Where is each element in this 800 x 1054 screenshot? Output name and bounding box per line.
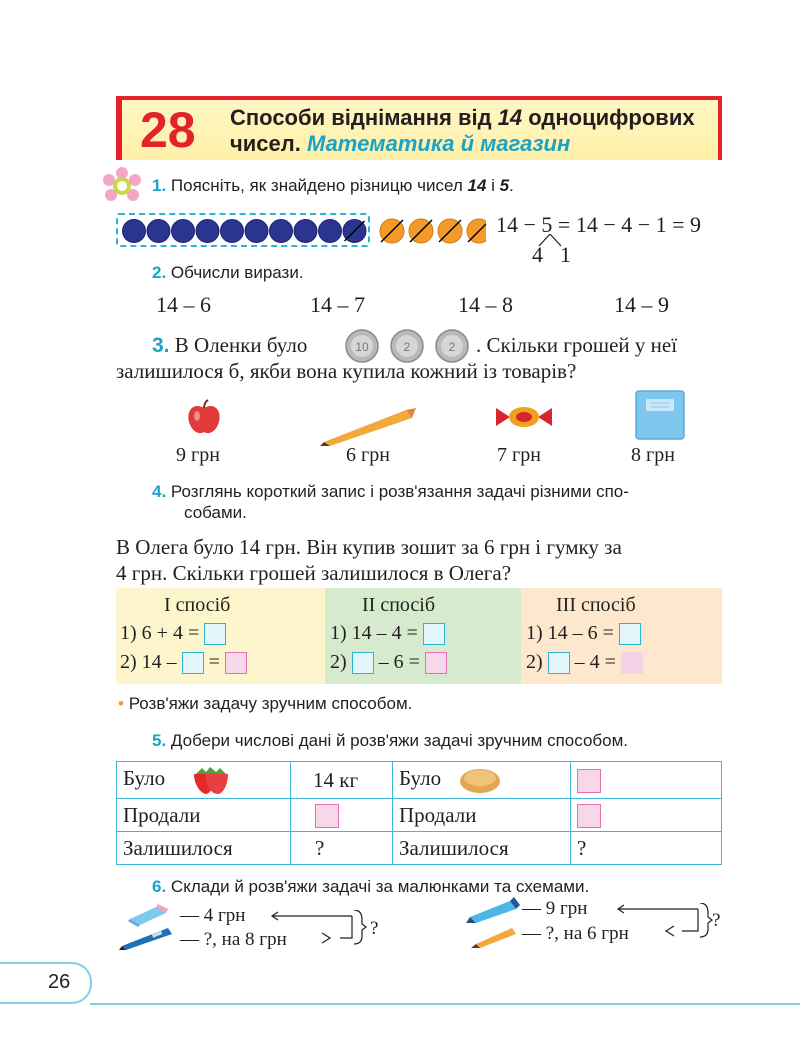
task2-expr-1: 14 – 6 bbox=[156, 292, 211, 317]
split-right: 1 bbox=[560, 242, 571, 267]
price-candy: 7 грн bbox=[497, 444, 541, 466]
task5-table bbox=[116, 761, 722, 865]
cell-value: ? bbox=[291, 832, 393, 865]
blue-dot bbox=[172, 220, 195, 243]
cell-value: ? bbox=[571, 832, 722, 865]
answer-box[interactable] bbox=[182, 652, 204, 674]
coin-2-icon bbox=[436, 330, 468, 362]
header-left-bar bbox=[116, 96, 122, 160]
scheme-left-question: ? bbox=[370, 918, 379, 939]
task6-left-line2: — ?, на 8 грн bbox=[180, 929, 287, 950]
svg-text:2: 2 bbox=[403, 340, 411, 354]
blue-dot bbox=[270, 220, 293, 243]
cell-label: Продали bbox=[117, 799, 291, 832]
cell-value bbox=[571, 799, 722, 832]
blue-dot bbox=[319, 220, 342, 243]
strawberry-icon bbox=[190, 764, 232, 796]
svg-text:10: 10 bbox=[355, 340, 369, 354]
answer-box[interactable] bbox=[548, 652, 570, 674]
price-notebook: 8 грн bbox=[631, 444, 675, 466]
task3-line2: залишилося б, якби вона купила кожний із товарів? bbox=[116, 359, 577, 383]
apple-icon bbox=[184, 398, 224, 438]
notebook-icon bbox=[634, 389, 686, 441]
task1-equation: 14 − 5 = 14 − 4 − 1 = 9 bbox=[496, 212, 702, 237]
price-apple: 9 грн bbox=[176, 444, 220, 466]
cell-label: Залишилося bbox=[117, 832, 291, 865]
method-3-title: ІІІ спосіб bbox=[556, 594, 636, 616]
cell-value bbox=[571, 762, 722, 799]
method-1-line1: 1) 6 + 4 = bbox=[120, 622, 226, 645]
task4-bullet: • Розв'яжи задачу зручним способом. bbox=[118, 694, 413, 713]
lesson-title: Способи віднімання від 14 одноцифрових чисел. Математика й магазин bbox=[230, 105, 695, 156]
method-2-line2: 2) – 6 = bbox=[330, 651, 447, 674]
table-row bbox=[117, 799, 722, 832]
bun-icon bbox=[458, 765, 502, 795]
method-2-title: ІІ спосіб bbox=[362, 594, 436, 616]
blue-dot bbox=[294, 220, 317, 243]
task6-text: 6. Склади й розв'яжи задачі за малюнками та схемами. bbox=[152, 877, 590, 896]
blue-dot bbox=[147, 220, 170, 243]
task3-line1b: . Скільки грошей у неї bbox=[476, 333, 678, 357]
method-1-line2: 2) 14 – = bbox=[120, 651, 247, 674]
scheme-right bbox=[614, 903, 714, 939]
task4-problem: В Олега було 14 грн. Він купив зошит за 6 грн і гумку за 4 грн. Скільки грошей залишилося в Олега? bbox=[116, 535, 622, 585]
pen-icon bbox=[118, 926, 176, 950]
task2-expr-3: 14 – 8 bbox=[458, 292, 513, 317]
method-1-title: І спосіб bbox=[164, 594, 231, 616]
cell-value: 14 кг bbox=[291, 762, 393, 799]
answer-box[interactable] bbox=[425, 652, 447, 674]
method-3-line1: 1) 14 – 6 = bbox=[526, 622, 641, 645]
answer-box[interactable] bbox=[577, 804, 601, 828]
blue-dot bbox=[196, 220, 219, 243]
task3-line1: 3. В Оленки було bbox=[152, 333, 308, 357]
cell-label: Було bbox=[399, 765, 442, 790]
eraser-icon bbox=[126, 903, 170, 927]
task2-expr-2: 14 – 7 bbox=[310, 292, 365, 317]
task2-expr-4: 14 – 9 bbox=[614, 292, 669, 317]
svg-text:2: 2 bbox=[448, 340, 456, 354]
task2-text: 2. Обчисли вирази. bbox=[152, 263, 304, 282]
scheme-left bbox=[268, 910, 368, 946]
coin-10-icon bbox=[346, 330, 378, 362]
answer-box[interactable] bbox=[225, 652, 247, 674]
flower-icon bbox=[102, 166, 142, 206]
answer-box[interactable] bbox=[577, 769, 601, 793]
blue-dot bbox=[221, 220, 244, 243]
answer-box[interactable] bbox=[621, 652, 643, 674]
page-number: 26 bbox=[48, 971, 71, 993]
task1-text: 1. Поясніть, як знайдено різницю чисел 14 і 5. bbox=[152, 176, 514, 195]
answer-box[interactable] bbox=[423, 623, 445, 645]
dots-figure bbox=[116, 213, 486, 249]
split-left: 4 bbox=[532, 242, 543, 267]
page-number-tab bbox=[0, 962, 92, 1004]
task6-left-line1: — 4 грн bbox=[180, 905, 246, 926]
blue-dot bbox=[123, 220, 146, 243]
lesson-number: 28 bbox=[140, 102, 196, 158]
scheme-right-question: ? bbox=[712, 910, 721, 931]
answer-box[interactable] bbox=[619, 623, 641, 645]
pencil-small-icon bbox=[470, 924, 520, 948]
candy-icon bbox=[494, 402, 554, 432]
task6-right-line2: — ?, на 6 грн bbox=[522, 923, 629, 944]
table-row bbox=[117, 832, 722, 865]
coin-2-icon bbox=[391, 330, 423, 362]
table-row bbox=[117, 762, 722, 799]
cell-label: Продали bbox=[393, 799, 571, 832]
method-2-line1: 1) 14 – 4 = bbox=[330, 622, 445, 645]
task6-right-line1: — 9 грн bbox=[522, 898, 588, 919]
answer-box[interactable] bbox=[352, 652, 374, 674]
footer-line bbox=[90, 1003, 800, 1005]
cell-value bbox=[291, 799, 393, 832]
marker-icon bbox=[464, 897, 522, 923]
answer-box[interactable] bbox=[204, 623, 226, 645]
cell-label: Було bbox=[123, 765, 166, 790]
answer-box[interactable] bbox=[315, 804, 339, 828]
task5-text: 5. Добери числові дані й розв'яжи задачі зручним способом. bbox=[152, 731, 628, 750]
pencil-icon bbox=[318, 404, 418, 446]
cell-label: Залишилося bbox=[393, 832, 571, 865]
task4-text: 4. Розглянь короткий запис і розв'язання задачі різними спо- собами. bbox=[152, 482, 629, 522]
blue-dot bbox=[245, 220, 268, 243]
price-pencil: 6 грн bbox=[346, 444, 390, 466]
method-3-line2: 2) – 4 = bbox=[526, 651, 643, 674]
